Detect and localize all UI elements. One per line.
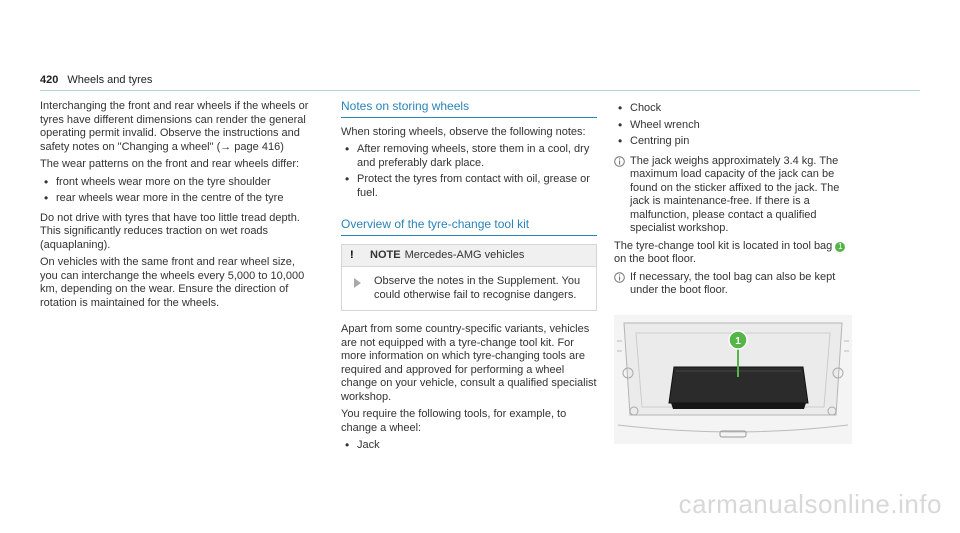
watermark: carmanualsonline.info (678, 489, 942, 519)
list-item: • front wheels wear more on the tyre shoulder (40, 176, 312, 190)
paragraph: Interchanging the front and rear wheels if the wheels or tyres have different dimensions can render the general operating permit invalid. Observe the instructions and safety notes on "Changing a wheel" (→ page 416) (40, 100, 309, 153)
info-icon (614, 156, 625, 167)
paragraph: Do not drive with tyres that have too little tread depth. This significantly reduces traction on wet roads (aquaplaning). (40, 211, 300, 251)
bullet-list (614, 102, 854, 149)
bullet-list (341, 439, 597, 453)
column-middle (341, 100, 597, 459)
boot-illustration (614, 315, 852, 444)
list-item: • Centring pin (614, 135, 854, 149)
paragraph: When storing wheels, observe the following notes: (341, 125, 586, 138)
page-number: 420 (40, 74, 59, 86)
paragraph (614, 240, 854, 267)
tool-bag-text-end: on the boot floor. (614, 253, 696, 265)
arrow-right-icon (354, 278, 361, 288)
note-box (341, 244, 597, 312)
note-body (342, 267, 596, 310)
list-item: • Jack (341, 439, 597, 453)
note-header (342, 245, 596, 268)
info-icon (614, 272, 625, 283)
paragraph: Apart from some country-specific variants, vehicles are not equipped with a tyre-change tool kit. For more information on which tyre-changing tools are required and approved for performing a wheel change on your vehicle, consult a qualified specialist workshop. (341, 323, 597, 403)
list-item: • Wheel wrench (614, 119, 854, 133)
note-text: Observe the notes in the Supplement. You could otherwise fail to recognise dangers. (374, 275, 581, 301)
bullet-list (341, 143, 597, 200)
list-item: • After removing wheels, store them in a cool, dry and preferably dark place. (341, 143, 597, 170)
figure-callout-label: 1 (735, 336, 741, 347)
bullet-list (40, 176, 312, 206)
heading-tool-kit: Overview of the tyre-change tool kit (341, 218, 597, 236)
list-item: • Chock (614, 102, 854, 116)
page-header (40, 74, 152, 88)
list-item: • rear wheels wear more in the centre of the tyre (40, 192, 312, 206)
heading-storing-wheels: Notes on storing wheels (341, 100, 597, 118)
column-right (614, 100, 854, 302)
info-text: The jack weighs approximately 3.4 kg. The maximum load capacity of the jack can be found on the sticker affixed to the jack. The jack is maintenance-free. If there is a malfunction, please contact a qualified specialist workshop. (630, 154, 840, 234)
paragraph: You require the following tools, for example, to change a wheel: (341, 408, 567, 434)
info-note (614, 271, 854, 298)
exclamation-icon: ! (350, 248, 354, 261)
note-label: NOTE (370, 248, 401, 261)
note-title: Mercedes-AMG vehicles (404, 248, 525, 261)
list-item: • Protect the tyres from contact with oil, grease or fuel. (341, 173, 597, 200)
boot-tool-bag-figure (614, 315, 852, 444)
info-note (614, 155, 854, 236)
section-title: Wheels and tyres (67, 74, 153, 86)
paragraph: The wear patterns on the front and rear wheels differ: (40, 158, 300, 170)
header-divider (40, 90, 920, 91)
info-text: If necessary, the tool bag can also be kept under the boot floor. (630, 270, 836, 296)
paragraph: On vehicles with the same front and rear wheel size, you can interchange the wheels every 5,000 to 10,000 km, depending on the wear. Ensure the direction of rotation is maintained for the wheels. (40, 256, 305, 309)
callout-badge: 1 (835, 242, 845, 252)
tool-bag-text: The tyre-change tool kit is located in tool bag (614, 239, 833, 252)
column-left (40, 100, 312, 314)
